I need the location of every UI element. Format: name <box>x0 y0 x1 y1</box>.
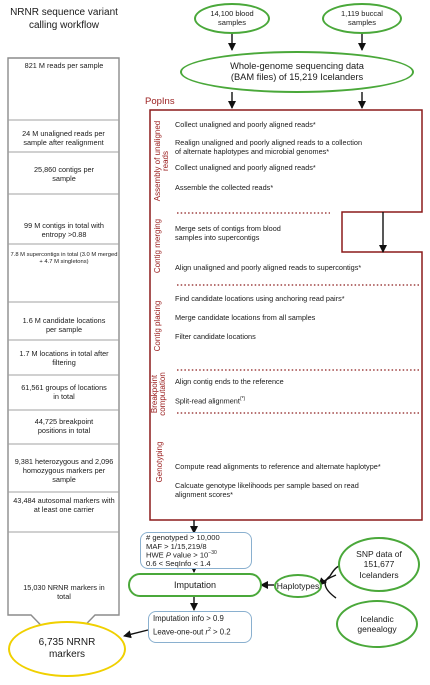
wgs-data-node: Whole-genome sequencing data (BAM files) of 15,219 Icelanders <box>180 51 414 93</box>
step-compute-alignments: Compute read alignments to reference and alternate haplotype* <box>175 462 381 471</box>
left-stat-markers-sample: 9,381 heterozygous and 2,096 homozygous markers per sample <box>14 457 114 484</box>
haplotypes-node: Haplotypes <box>274 574 322 598</box>
left-stat-contigs: 25,860 contigs per sample <box>33 165 95 183</box>
blood-samples-node: 14,100 blood samples <box>194 3 270 34</box>
left-stat-breakpoints: 44,725 breakpoint positions in total <box>34 417 94 435</box>
filter-line-genotyped: # genotyped > 10,000 <box>146 533 220 542</box>
filter-line-hwe: HWE P value > $10^{-30}$ <box>146 550 217 560</box>
step-merge-contigs-b: samples into supercontigs <box>175 233 260 242</box>
stage-assembly: Assembly of unaligned reads <box>153 120 171 202</box>
step-realign-a: Realign unaligned and poorly aligned reads to a collection <box>175 138 363 147</box>
left-stat-supercontigs: 7.8 M supercontigs in total (3.0 M merged + 4.7 M singletons) <box>10 252 118 265</box>
left-stat-autosomal: 43,484 autosomal markers with at least one carrier <box>13 496 115 514</box>
step-find-locations: Find candidate locations using anchoring read pairs* <box>175 294 345 303</box>
left-stat-reads: 821 M reads per sample <box>24 61 104 70</box>
filter-line-seqinfo: 0.6 < SeqInfo < 1.4 <box>146 559 211 568</box>
imp-filter-loo: Leave-one-out $r^2 > 0.2$ <box>153 627 231 637</box>
step-collect-2: Collect unaligned and poorly aligned reads* <box>175 163 316 172</box>
step-align-supercontigs: Align unaligned and poorly aligned reads to supercontigs* <box>175 263 362 272</box>
result-node: 6,735 NRNR markers <box>8 621 126 677</box>
buccal-samples-node: 1,119 buccal samples <box>322 3 402 34</box>
stage-genotyping: Genotyping <box>155 441 164 483</box>
left-stat-candidates: 1.6 M candidate locations per sample <box>22 316 106 334</box>
step-merge-contigs-a: Merge sets of contigs from blood <box>175 224 281 233</box>
step-collect-1: Collect unaligned and poorly aligned reads* <box>175 120 316 129</box>
imputation-node: Imputation <box>128 573 262 597</box>
step-split-read: Split-read alignment(*) <box>175 396 246 406</box>
genealogy-node: Icelandic genealogy <box>336 600 418 648</box>
snp-data-node: SNP data of 151,677 Icelanders <box>338 537 420 592</box>
stage-placing: Contig placing <box>153 300 162 352</box>
left-stat-groups: 61,561 groups of locations in total <box>21 383 107 401</box>
step-genotype-likelihoods-b: alignment scores* <box>175 490 233 499</box>
step-filter-locations: Filter candidate locations <box>175 332 256 341</box>
stage-breakpoint: Breakpoint computation <box>150 372 168 416</box>
stage-merging: Contig merging <box>153 218 162 274</box>
step-align-contig-ends: Align contig ends to the reference <box>175 377 284 386</box>
workflow-title: NRNR sequence variant calling workflow <box>10 7 118 31</box>
left-stat-contigs-total: 99 M contigs in total with entropy >0.88 <box>24 221 104 239</box>
step-realign-b: of alternate haplotypes and microbial genomes* <box>175 147 330 156</box>
step-assemble: Assemble the collected reads* <box>175 183 274 192</box>
step-genotype-likelihoods-a: Calcuate genotype likelihoods per sample based on read <box>175 481 359 490</box>
left-stat-locations: 1.7 M locations in total after filtering <box>19 349 109 367</box>
popins-label: PopIns <box>145 96 175 107</box>
imp-filter-info: Imputation info > 0.9 <box>153 614 224 623</box>
left-stat-nrnr-total: 15,030 NRNR markers in total <box>23 583 105 601</box>
filter-line-maf: MAF > 1/15,219/8 <box>146 541 207 551</box>
left-stat-unaligned: 24 M unaligned reads per sample after realignment <box>22 129 105 147</box>
step-merge-locations: Merge candidate locations from all samples <box>175 313 316 322</box>
